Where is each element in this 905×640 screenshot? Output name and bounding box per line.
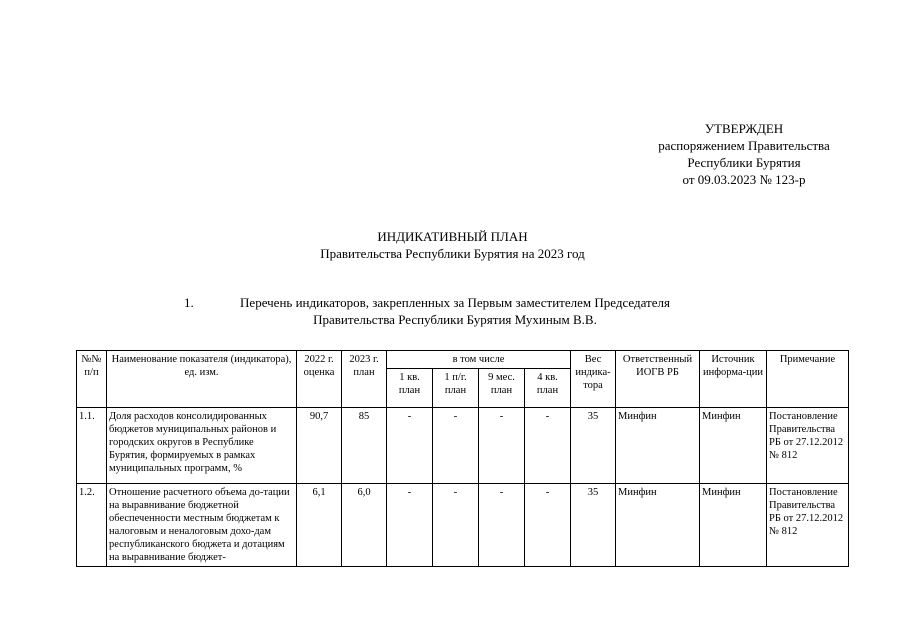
table-row (77, 408, 849, 484)
header-h1: 1 п/г. план (433, 369, 479, 408)
header-weight: Вес индика-тора (571, 351, 616, 408)
indicator-table (76, 350, 849, 567)
cell-weight: 35 (571, 408, 616, 484)
title-subheading: Правительства Республики Бурятия на 2023 год (320, 246, 585, 261)
section-number: 1. (184, 295, 194, 310)
cell-name: Доля расходов консолидированных бюджетов муниципальных районов и городских округов в Республике Бурятия, формируемых в рамках муниципальных программ, % (107, 408, 297, 484)
section-line: Правительства Республики Бурятия Мухиным В.В. (313, 312, 597, 327)
header-q1: 1 кв. план (387, 369, 433, 408)
cell-source: Минфин (700, 408, 767, 484)
title-heading: ИНДИКАТИВНЫЙ ПЛАН (377, 229, 528, 244)
cell-note: Постановление Правительства РБ от 27.12.2012 № 812 (767, 484, 849, 567)
header-including: в том числе (387, 351, 571, 369)
header-num: №№ п/п (77, 351, 107, 408)
approval-line: распоряжением Правительства (658, 138, 830, 153)
approval-date: от 09.03.2023 № 123-р (682, 172, 806, 187)
header-source: Источник информа-ции (700, 351, 767, 408)
cell-9m: - (479, 484, 525, 567)
cell-weight: 35 (571, 484, 616, 567)
cell-h1: - (433, 408, 479, 484)
table-row (77, 484, 849, 567)
cell-note: Постановление Правительства РБ от 27.12.2012 № 812 (767, 408, 849, 484)
cell-num: 1.1. (77, 408, 107, 484)
approval-heading: УТВЕРЖДЕН (704, 121, 784, 136)
cell-2023: 85 (342, 408, 387, 484)
header-2022: 2022 г. оценка (297, 351, 342, 408)
document-title (0, 228, 905, 262)
cell-q1: - (387, 484, 433, 567)
approval-line: Республики Бурятия (687, 155, 801, 170)
cell-2022: 6,1 (297, 484, 342, 567)
section-line: Перечень индикаторов, закрепленных за Первым заместителем Председателя (240, 295, 670, 310)
cell-2022: 90,7 (297, 408, 342, 484)
cell-9m: - (479, 408, 525, 484)
cell-2023: 6,0 (342, 484, 387, 567)
cell-q1: - (387, 408, 433, 484)
cell-responsible: Минфин (616, 484, 700, 567)
cell-q4: - (525, 484, 571, 567)
cell-responsible: Минфин (616, 408, 700, 484)
cell-h1: - (433, 484, 479, 567)
header-responsible: Ответственный ИОГВ РБ (616, 351, 700, 408)
cell-num: 1.2. (77, 484, 107, 567)
header-note: Примечание (767, 351, 849, 408)
cell-q4: - (525, 408, 571, 484)
header-2023: 2023 г. план (342, 351, 387, 408)
cell-source: Минфин (700, 484, 767, 567)
header-q4: 4 кв. план (525, 369, 571, 408)
cell-name: Отношение расчетного объема до-тации на выравнивание бюджетной обеспеченности местным бюджетам к налоговым и неналоговым дохо-дам республиканского бюджета и дотациям на выравнивание бюджет- (107, 484, 297, 567)
approval-block (620, 120, 868, 188)
section-heading (160, 294, 750, 328)
header-9m: 9 мес. план (479, 369, 525, 408)
header-name: Наименование показателя (индикатора), ед. изм. (107, 351, 297, 408)
